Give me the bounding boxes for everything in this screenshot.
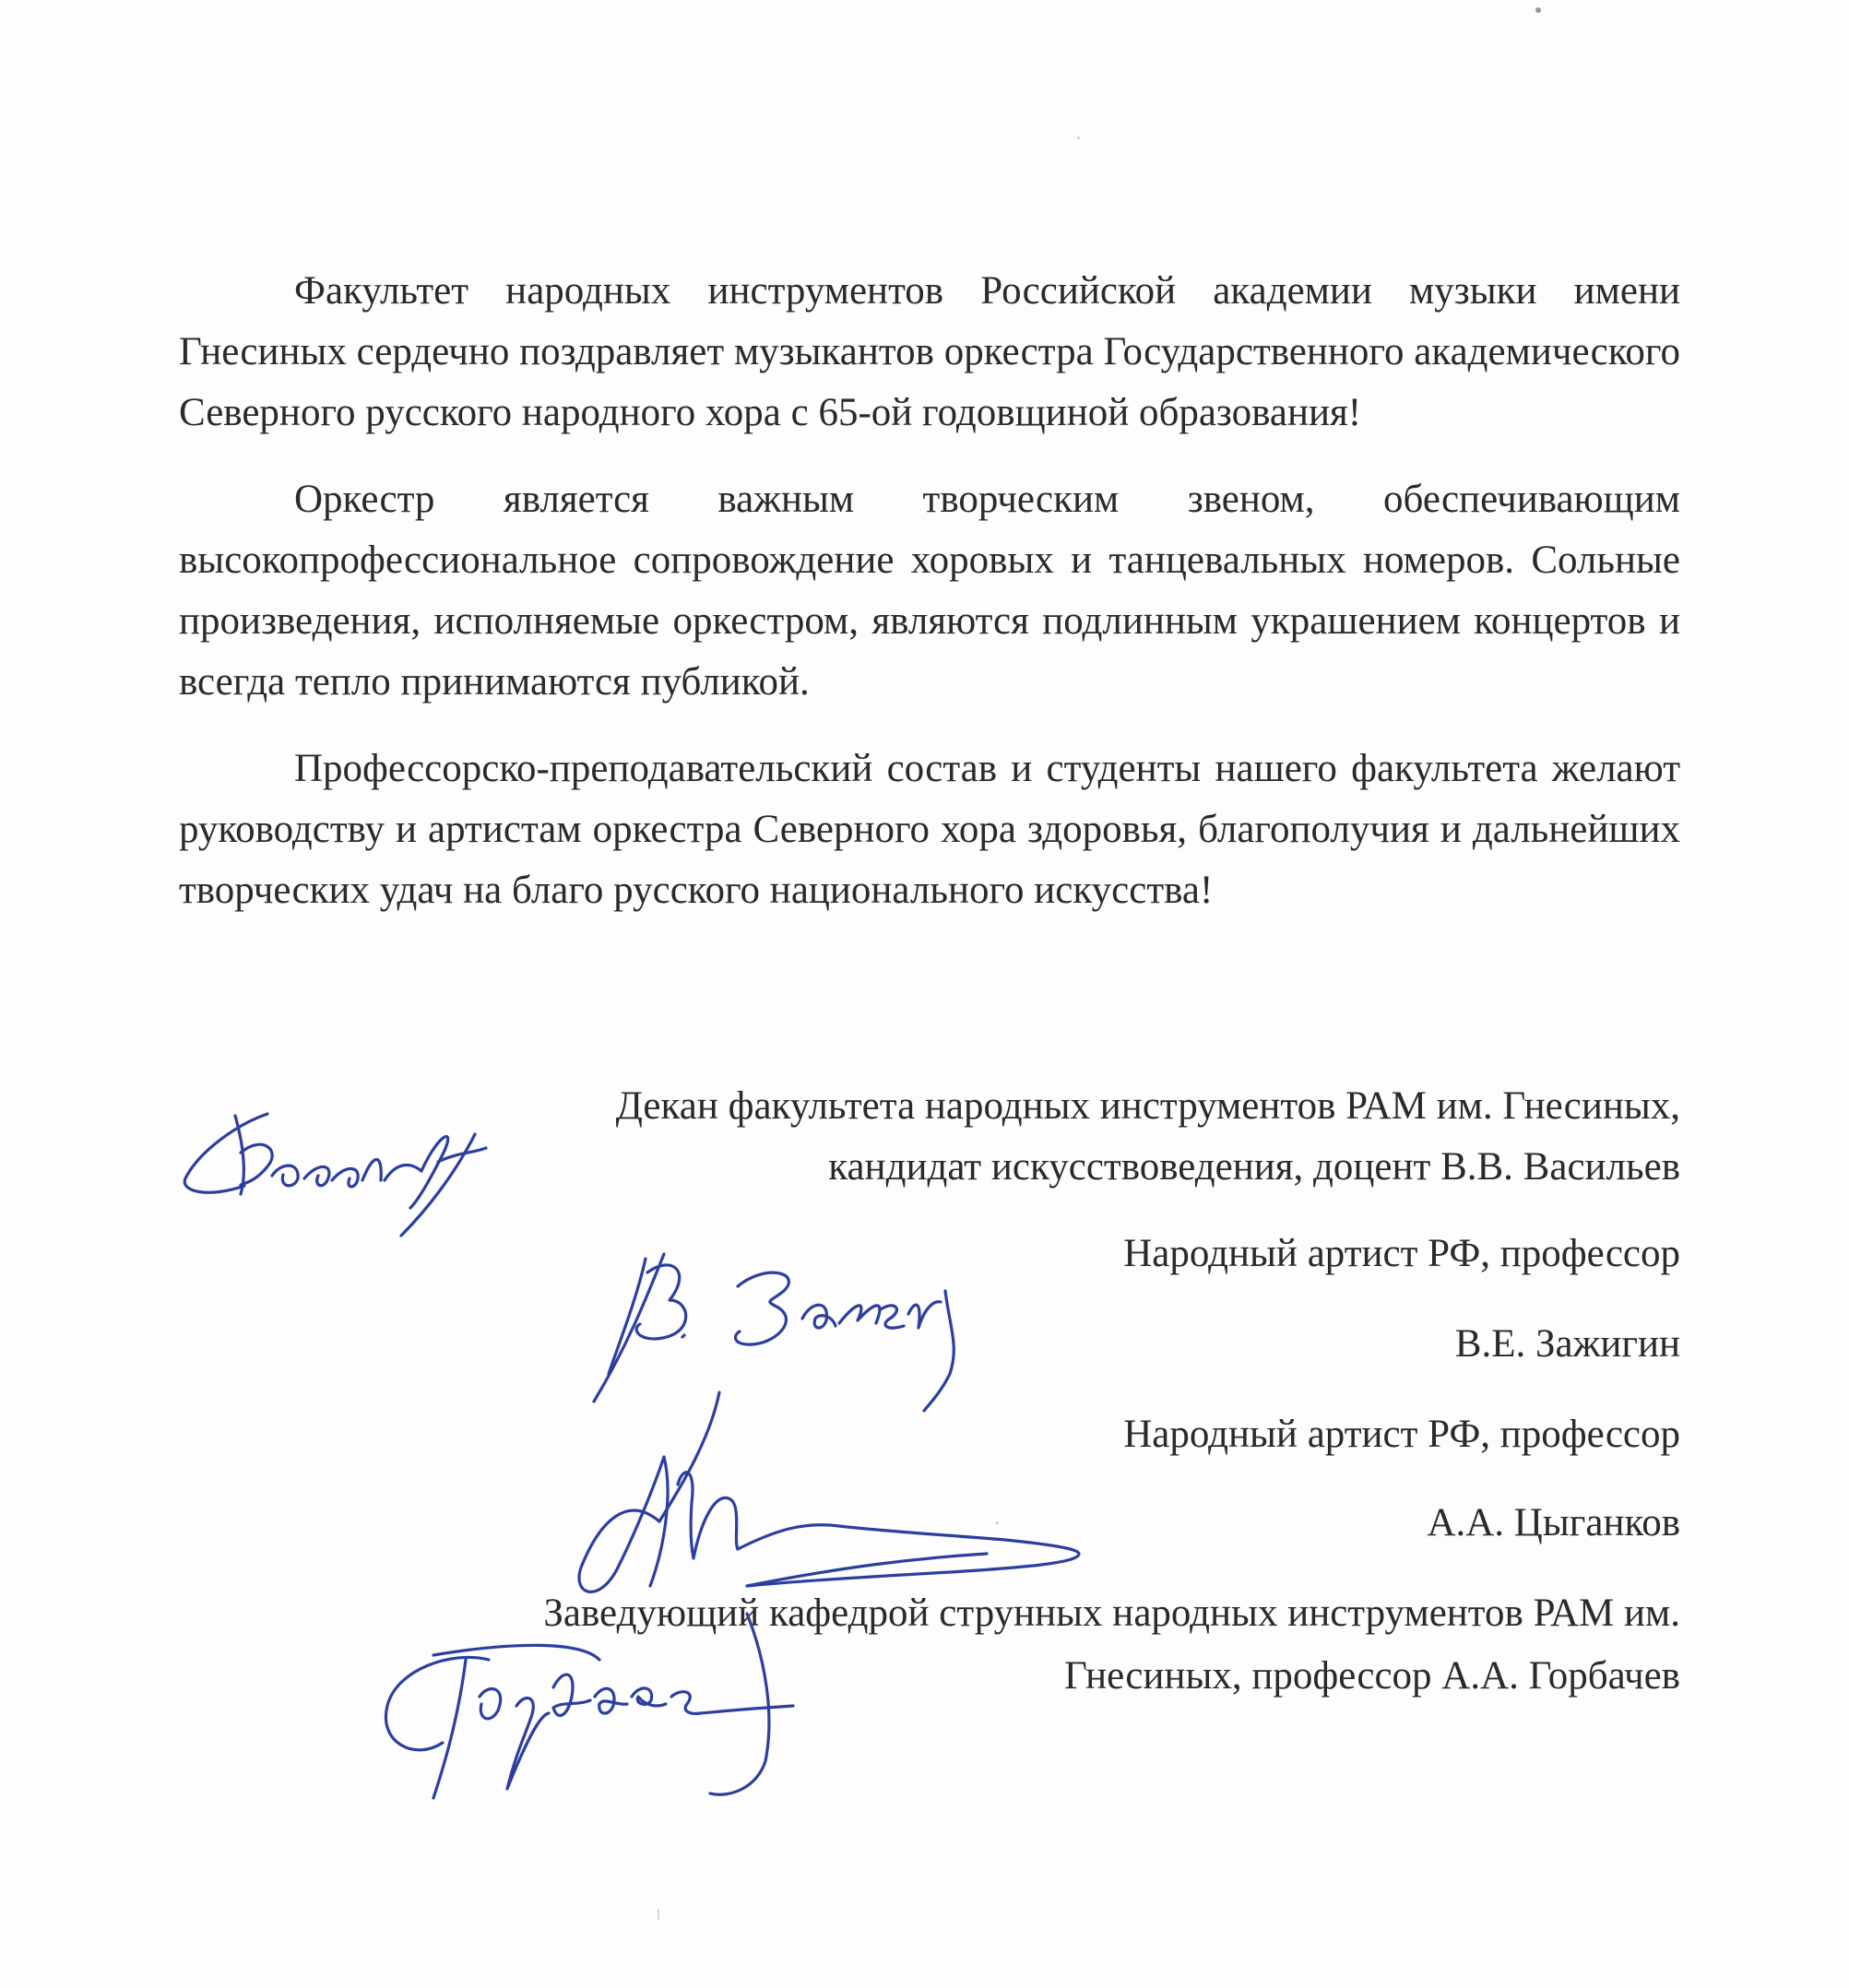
paragraph-orchestra-role: Оркестр является важным творческим звеном, обеспечивающим высокопрофессиональное сопровождение хоровых и танцевальных номеров. Сольные произведения, исполняемые оркестром, являются подлинным украшением концертов и всегда тепло принимаются публикой. (179, 478, 1680, 704)
scan-speck (1535, 7, 1541, 13)
signatory-3-name: А.А. Цыганков (1427, 1501, 1680, 1544)
signatory-1-title: Декан факультета народных инструментов РАМ им. Гнесиных, (615, 1084, 1680, 1128)
signature-gorbachev (378, 1604, 858, 1826)
paragraph-congratulation: Факультет народных инструментов Российской академии музыки имени Гнесиных сердечно поздравляет музыкантов оркестра Государственного академического Северного русского народного хора с 65-ой годовщиной образования! (179, 269, 1680, 434)
scan-speck (1077, 136, 1080, 139)
scan-speck (658, 1909, 659, 1920)
signatory-4-name: Гнесиных, профессор А.А. Горбачев (1063, 1654, 1680, 1698)
signature-vasiliev (180, 1097, 622, 1236)
paragraph-wishes: Профессорско-преподавательский состав и студенты нашего факультета желают руководству и артистам оркестра Северного хора здоровья, благополучия и дальнейших творческих удач на благо русского национального искусства! (179, 747, 1680, 912)
signatory-3-title: Народный артист РФ, профессор (1123, 1413, 1680, 1456)
letter-body (179, 261, 1680, 947)
signatory-2-title: Народный артист РФ, профессор (1123, 1232, 1680, 1275)
signatory-4-title: Заведующий кафедрой струнных народных инструментов РАМ им. (543, 1592, 1680, 1635)
signature-tsygankov (563, 1383, 1125, 1604)
signatory-2-name: В.Е. Зажигин (1454, 1322, 1680, 1366)
signatory-1-name: кандидат искусствоведения, доцент В.В. Васильев (828, 1145, 1680, 1189)
